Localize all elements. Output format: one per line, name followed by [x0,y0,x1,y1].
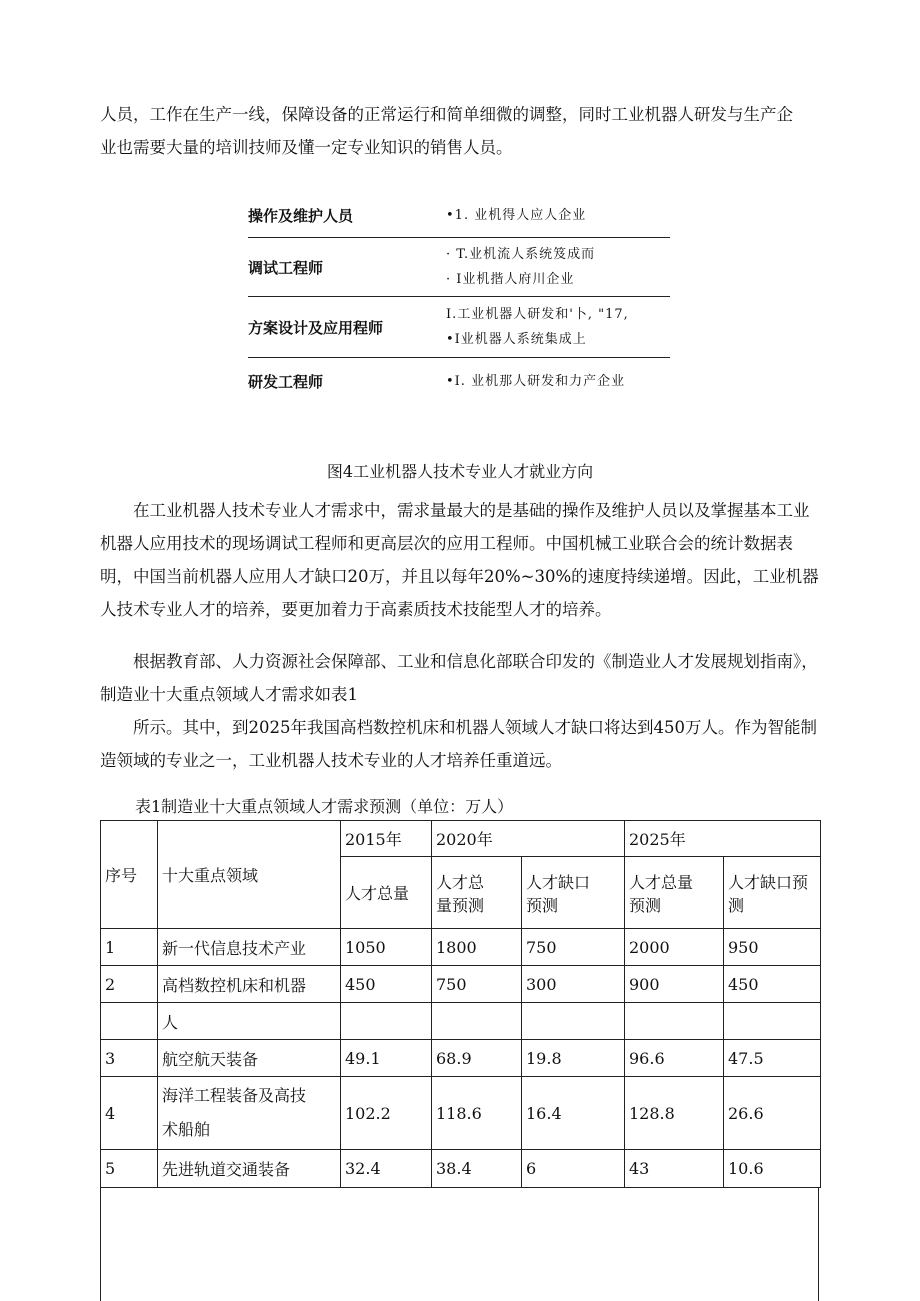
cell-index: 2 [101,966,158,1003]
table-border-continuation [100,1188,101,1301]
cell-index: 1 [101,929,158,966]
cell-value [724,1003,821,1040]
cell-index: 3 [101,1040,158,1077]
header-gap-2025: 人才缺口预 测 [724,857,821,929]
cell-value: 750 [522,929,625,966]
figure-item: · I业机揩人府川企业 [446,272,575,287]
cell-value: 68.9 [432,1040,522,1077]
paragraph-1: 在工业机器人技术专业人才需求中，需求量最大的是基础的操作及维护人员以及掌握基本工业机器人应用技术的现场调试工程师和更高层次的应用工程师。中国机械工业联合会的统计数据表明，中国当前机器人应用人才缺口20万，并且以每年20%~30%的速度持续递增。因此，工业机器人技术专业人才的培养，要更加着力于高素质技术技能型人才的培养。 [100,501,819,619]
cell-value: 1050 [341,929,432,966]
career-direction-figure [248,193,670,404]
figure-row [248,297,670,358]
cell-index [101,1003,158,1040]
header-field: 十大重点领域 [158,821,341,929]
cell-value: 19.8 [522,1040,625,1077]
header-index: 序号 [101,821,158,929]
cell-value: 900 [625,966,724,1003]
paragraph-2: 根据教育部、人力资源社会保障部、工业和信息化部联合印发的《制造业人才发展规划指南》，制造业十大重点领域人才需求如表1 [100,652,818,704]
table-row [101,1040,821,1077]
figure-item: · T.业机流人系统笈成而 [446,247,596,262]
figure-role-label: 研发工程师 [248,372,324,391]
cell-field: 航空航天装备 [158,1040,341,1077]
header-2015: 2015年 [341,821,432,857]
intro-line-1: 人员，工作在生产一线，保障设备的正常运行和简单细微的调整，同时工业机器人研发与生产企 [100,105,793,124]
table-row [101,1077,821,1150]
cell-field: 高档数控机床和机器 [158,966,341,1003]
header-total-2025: 人才总量 预测 [625,857,724,929]
header-gap-2020: 人才缺口 预测 [522,857,625,929]
cell-value: 96.6 [625,1040,724,1077]
cell-field: 人 [158,1003,341,1040]
cell-field: 先进轨道交通装备 [158,1150,341,1188]
cell-value: 1800 [432,929,522,966]
cell-value: 16.4 [522,1077,625,1150]
header-2025: 2025年 [625,821,821,857]
table-header-row [101,821,821,857]
cell-value: 450 [341,966,432,1003]
cell-field: 海洋工程装备及高技 术船舶 [158,1077,341,1150]
cell-value: 38.4 [432,1150,522,1188]
cell-index: 4 [101,1077,158,1150]
cell-field: 新一代信息技术产业 [158,929,341,966]
cell-value: 128.8 [625,1077,724,1150]
intro-paragraph [100,98,820,164]
figure-row [248,358,670,404]
intro-line-2: 业也需要大量的培训技师及懂一定专业知识的销售人员。 [100,138,513,157]
header-total-2015: 人才总量 [341,857,432,929]
cell-value: 950 [724,929,821,966]
cell-index: 5 [101,1150,158,1188]
cell-value: 300 [522,966,625,1003]
figure-item: I.工业机器人研发和'卜, "17, [446,307,629,322]
cell-value: 2000 [625,929,724,966]
cell-value: 450 [724,966,821,1003]
table-row [101,1003,821,1040]
cell-value: 43 [625,1150,724,1188]
header-forecast-2020: 人才总 量预测 [432,857,522,929]
table-caption: 表1制造业十大重点领域人才需求预测（单位：万人） [135,797,514,816]
talent-demand-table [100,820,821,1188]
figure-item: •1. 业机得人应人企业 [446,207,587,223]
cell-value [522,1003,625,1040]
header-2020: 2020年 [432,821,625,857]
cell-value: 32.4 [341,1150,432,1188]
paragraph-3: 所示。其中，到2025年我国高档数控机床和机器人领域人才缺口将达到450万人。作为智能制造领域的专业之一，工业机器人技术专业的人才培养任重道远。 [100,718,817,770]
table-row [101,966,821,1003]
figure-row [248,193,670,238]
figure-row [248,238,670,297]
figure-item: •I业机器人系统集成上 [446,332,587,347]
cell-value: 750 [432,966,522,1003]
table-border-continuation [818,1188,819,1301]
cell-value: 10.6 [724,1150,821,1188]
cell-value: 102.2 [341,1077,432,1150]
table-row [101,929,821,966]
cell-value: 6 [522,1150,625,1188]
cell-value [341,1003,432,1040]
figure-role-label: 调试工程师 [248,258,324,277]
table-row [101,1150,821,1188]
cell-value: 118.6 [432,1077,522,1150]
cell-value: 47.5 [724,1040,821,1077]
cell-value [625,1003,724,1040]
cell-value: 49.1 [341,1040,432,1077]
cell-value: 26.6 [724,1077,821,1150]
cell-value [432,1003,522,1040]
figure-role-label: 方案设计及应用程师 [248,318,384,337]
figure-role-label: 操作及维护人员 [248,206,354,225]
figure-caption: 图4工业机器人技术专业人才就业方向 [326,462,594,481]
figure-item: •I. 业机那人研发和力产企业 [446,373,626,389]
